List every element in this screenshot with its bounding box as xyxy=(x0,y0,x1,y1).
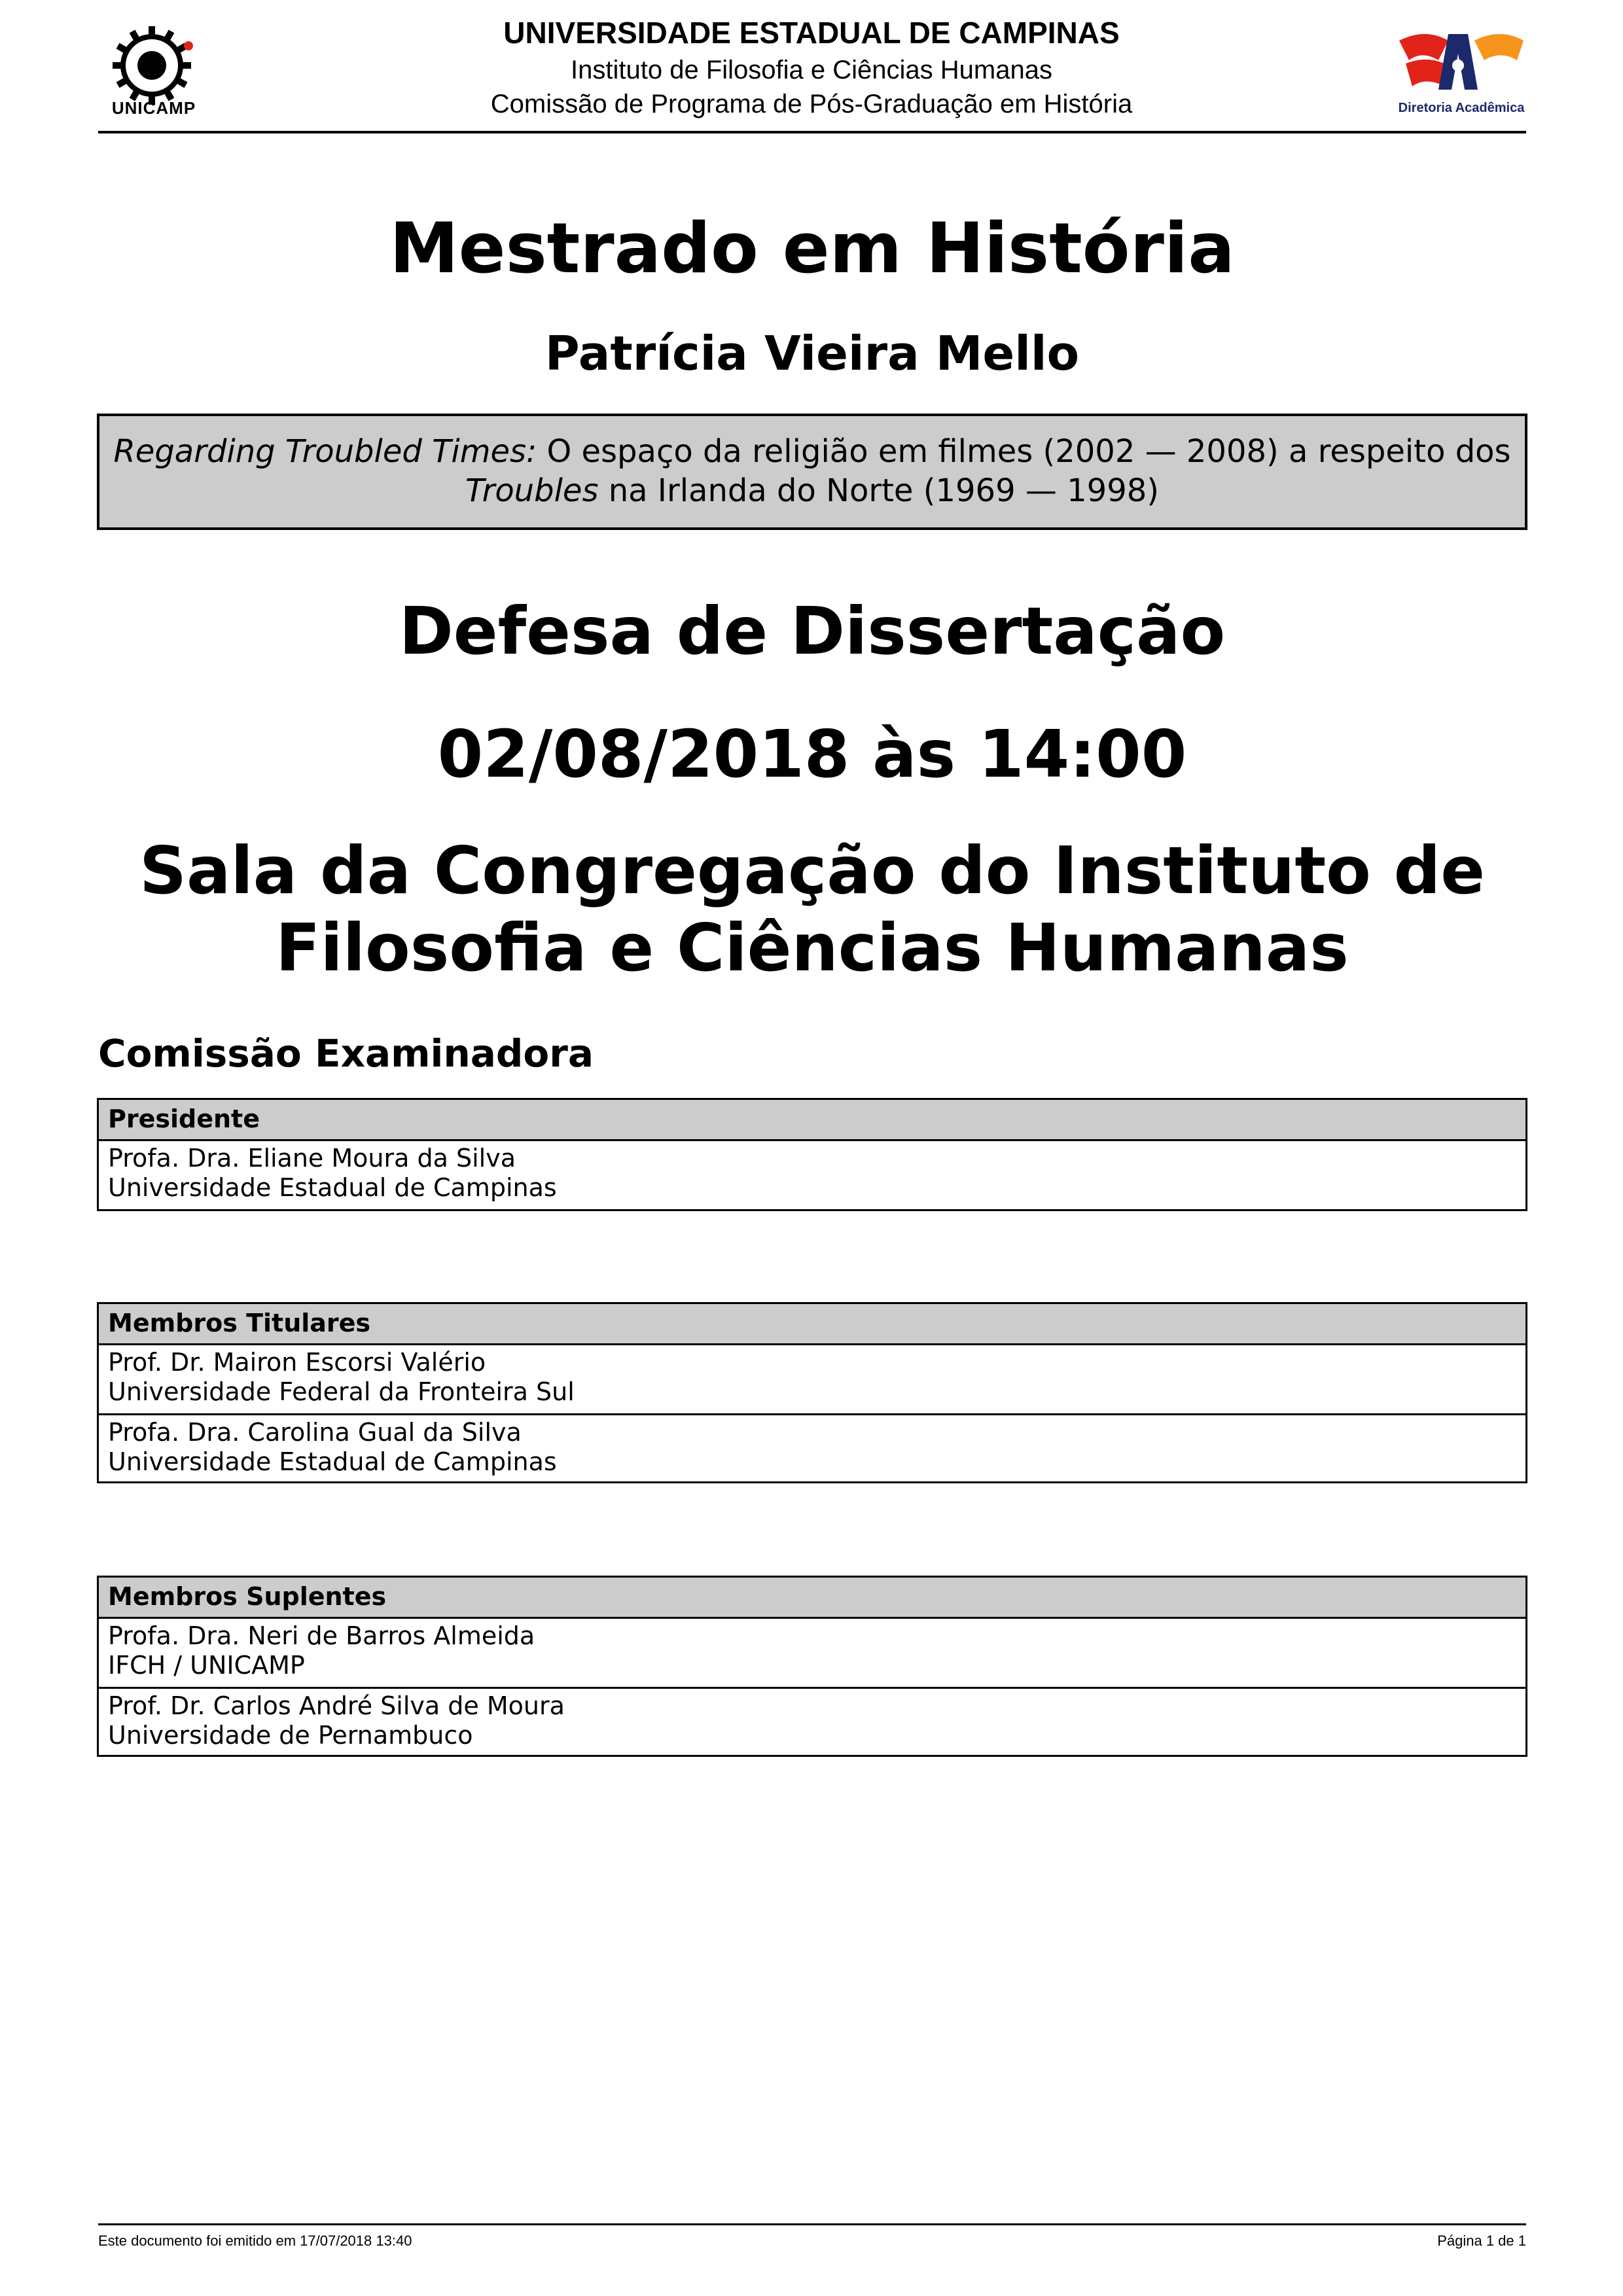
table-row xyxy=(99,1413,1525,1481)
program-title: Mestrado em História xyxy=(389,208,1235,289)
event-datetime: 02/08/2018 às 14:00 xyxy=(437,716,1187,792)
table-row xyxy=(99,1345,1525,1413)
footer-rule xyxy=(98,2223,1526,2225)
member-institution: IFCH / UNICAMP xyxy=(108,1651,305,1680)
student-name: Patrícia Vieira Mello xyxy=(544,326,1080,381)
committee-heading: Comissão Examinadora xyxy=(98,1031,594,1076)
member-name: Profa. Dra. Eliane Moura da Silva xyxy=(108,1144,516,1173)
member-name: Prof. Dr. Carlos André Silva de Moura xyxy=(108,1691,565,1720)
member-name: Profa. Dra. Neri de Barros Almeida xyxy=(108,1621,535,1650)
footer-issued-date: Este documento foi emitido em 17/07/2018 13:40 xyxy=(98,2233,412,2249)
institute-name: Instituto de Filosofia e Ciências Humanas xyxy=(571,56,1052,84)
table-header: Presidente xyxy=(99,1100,1525,1141)
member-name: Prof. Dr. Mairon Escorsi Valério xyxy=(108,1348,486,1377)
thesis-title-line2: na Irlanda do Norte (1969 — 1998) xyxy=(598,472,1159,509)
event-title: Defesa de Dissertação xyxy=(399,593,1226,669)
table-row xyxy=(99,1619,1525,1687)
diretoria-academica-logo-icon xyxy=(1386,27,1537,126)
member-institution: Universidade Estadual de Campinas xyxy=(108,1173,557,1202)
unicamp-logo-text: UNICAMP xyxy=(111,98,196,118)
commission-name: Comissão de Programa de Pós-Graduação em História xyxy=(490,90,1133,118)
titular-members-table xyxy=(97,1302,1527,1483)
member-institution: Universidade de Pernambuco xyxy=(108,1721,473,1750)
table-header: Membros Suplentes xyxy=(99,1578,1525,1619)
table-row xyxy=(99,1141,1525,1209)
thesis-title-line1: O espaço da religião em filmes (2002 — 2008) a respeito dos xyxy=(537,433,1511,470)
substitute-members-table xyxy=(97,1576,1527,1757)
footer-page-number: Página 1 de 1 xyxy=(1437,2233,1526,2249)
member-name: Profa. Dra. Carolina Gual da Silva xyxy=(108,1418,522,1447)
thesis-title-box xyxy=(97,414,1527,530)
event-location: Sala da Congregação do Instituto de Filosofia e Ciências Humanas xyxy=(139,832,1486,986)
header-rule xyxy=(98,131,1526,133)
diretoria-academica-logo-text: Diretoria Acadêmica xyxy=(1398,101,1525,115)
thesis-title-italic-2: Troubles xyxy=(465,472,599,509)
thesis-title-italic: Regarding Troubled Times: xyxy=(113,433,537,470)
unicamp-logo-icon xyxy=(105,20,203,124)
table-row xyxy=(99,1687,1525,1755)
member-institution: Universidade Estadual de Campinas xyxy=(108,1447,557,1476)
table-header: Membros Titulares xyxy=(99,1304,1525,1345)
university-name: UNIVERSIDADE ESTADUAL DE CAMPINAS xyxy=(503,16,1120,50)
president-table xyxy=(97,1098,1527,1211)
member-institution: Universidade Federal da Fronteira Sul xyxy=(108,1377,575,1406)
